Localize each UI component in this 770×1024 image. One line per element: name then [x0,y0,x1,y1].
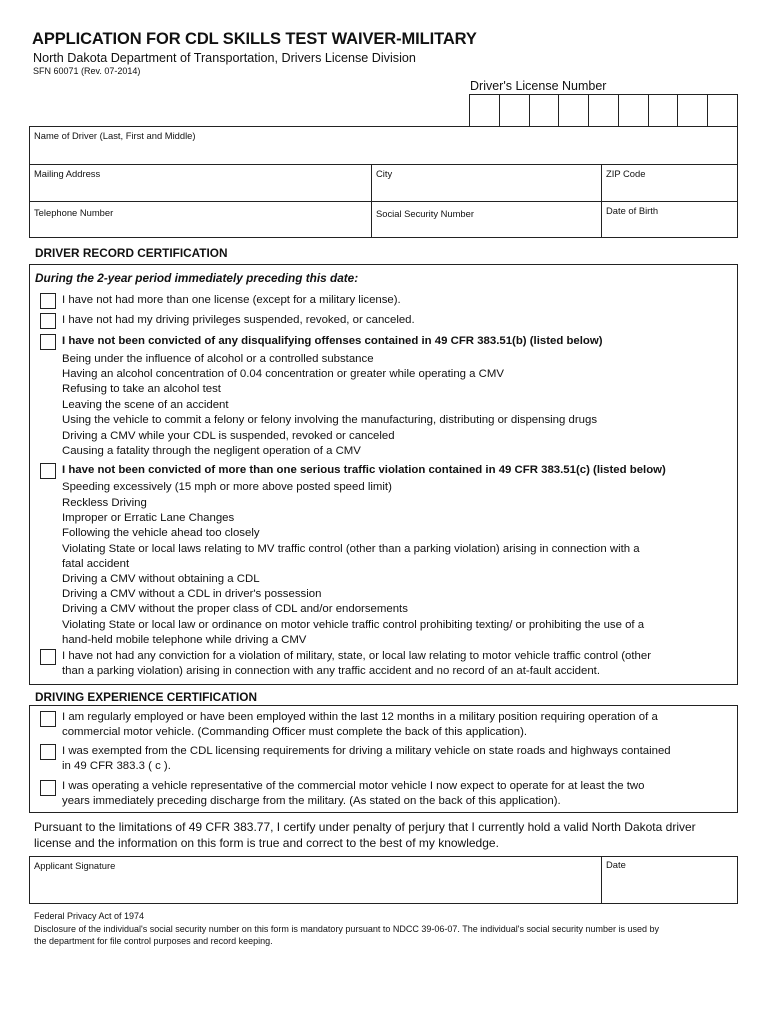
certification-text: Pursuant to the limitations of 49 CFR 383.77, I certify under penalty of perjury that I currently hold a valid North Dakota driver [34,820,696,834]
offense-item: Using the vehicle to commit a felony or felony involving the manufacturing, distributing or dispensing drugs [62,414,598,426]
violation-item: Driving a CMV without the proper class of CDL and/or endorsements [62,603,408,615]
form-number: SFN 60071 (Rev. 07-2014) [33,66,141,76]
violation-item: Violating State or local laws relating to MV traffic control (other than a parking violation) arising in connection with a [62,543,640,555]
dl-digit-box[interactable] [649,95,679,127]
no-accident-conviction-text: I have not had any conviction for a violation of military, state, or local law relating to motor vehicle traffic control (other [62,650,652,662]
no-disqualifying-checkbox[interactable] [40,334,56,350]
period-text: During the 2-year period immediately preceding this date: [35,271,359,285]
dl-digit-box[interactable] [619,95,649,127]
mailing-address-label: Mailing Address [34,168,101,179]
form-title: APPLICATION FOR CDL SKILLS TEST WAIVER-MILITARY [32,30,477,48]
certification-text-2: license and the information on this form is true and correct to the best of my knowledge. [34,836,499,850]
no-accident-conviction-checkbox[interactable] [40,649,56,665]
offense-item: Being under the influence of alcohol or a controlled substance [62,353,374,365]
address-row [30,165,737,202]
violation-item: fatal accident [62,558,130,570]
phone-field[interactable] [30,202,371,238]
dob-field[interactable] [601,202,738,238]
city-field[interactable] [371,165,601,201]
dl-digit-box[interactable] [559,95,589,127]
dl-number-label: Driver's License Number [470,79,607,93]
privacy-text: Disclosure of the individual's social security number on this form is mandatory pursuant to NDCC 39-06-07. The individual's social security number is used by [34,924,660,934]
violation-item: Driving a CMV without obtaining a CDL [62,573,260,585]
department-name: North Dakota Department of Transportation, Drivers License Division [33,51,416,65]
one-license-checkbox[interactable] [40,293,56,309]
military-employment-text-2: commercial motor vehicle. (Commanding Officer must complete the back of this application). [62,726,528,738]
driver-info-box [29,126,738,238]
representative-vehicle-text-2: years immediately preceding discharge from the military. (As stated on the back of this application). [62,795,561,807]
ssn-field[interactable] [371,202,601,238]
violation-item: hand-held mobile telephone while driving a CMV [62,634,307,646]
dl-digit-box[interactable] [500,95,530,127]
dl-digit-box[interactable] [530,95,560,127]
dl-digit-box[interactable] [589,95,619,127]
offense-item: Refusing to take an alcohol test [62,383,221,395]
dl-digit-box[interactable] [708,95,737,127]
name-row [30,127,737,165]
dl-digit-box[interactable] [678,95,708,127]
dob-label: Date of Birth [606,205,659,216]
exempted-text-2: in 49 CFR 383.3 ( c ). [62,760,171,772]
offense-item: Leaving the scene of an accident [62,399,229,411]
driver-name-label: Name of Driver (Last, First and Middle) [34,130,196,141]
date-label: Date [606,859,626,870]
driving-experience-section [29,705,738,813]
city-label: City [376,168,393,179]
representative-vehicle-checkbox[interactable] [40,780,56,796]
phone-label: Telephone Number [34,207,114,218]
privacy-text-2: the department for file control purposes and record keeping. [34,936,273,946]
violation-item: Speeding excessively (15 mph or more above posted speed limit) [62,481,392,493]
not-suspended-text: I have not had my driving privileges suspended, revoked, or canceled. [62,314,415,326]
dl-digit-box[interactable] [470,95,500,127]
representative-vehicle-text: I was operating a vehicle representative of the commercial motor vehicle I now expect to operate for at least the two [62,780,645,792]
privacy-act-title: Federal Privacy Act of 1974 [34,911,145,921]
driver-record-section [29,264,738,685]
no-disqualifying-text: I have not been convicted of any disqualifying offenses contained in 49 CFR 383.51(b) (listed below) [62,335,603,347]
serious-violation-text: I have not been convicted of more than one serious traffic violation contained in 49 CFR 383.51(c) (listed below) [62,464,666,476]
ssn-label: Social Security Number [376,208,474,219]
violation-item: Driving a CMV without a CDL in driver's possession [62,588,322,600]
zip-label: ZIP Code [606,168,646,179]
military-employment-text: I am regularly employed or have been employed within the last 12 months in a military position requiring operation of a [62,711,658,723]
offense-item: Having an alcohol concentration of 0.04 concentration or greater while operating a CMV [62,368,504,380]
driving-experience-heading: DRIVING EXPERIENCE CERTIFICATION [35,690,257,704]
phone-row [30,202,737,238]
no-accident-conviction-text-2: than a parking violation) arising in connection with any traffic accident and no record of an at-fault accident. [62,665,600,677]
signature-field[interactable] [30,857,601,903]
date-field[interactable] [601,857,738,903]
one-license-text: I have not had more than one license (except for a military license). [62,294,401,306]
exempted-checkbox[interactable] [40,744,56,760]
dl-number-input[interactable] [469,94,738,127]
serious-violation-checkbox[interactable] [40,463,56,479]
not-suspended-checkbox[interactable] [40,313,56,329]
driver-name-field[interactable] [30,127,737,164]
signature-box [29,856,738,904]
violation-item: Reckless Driving [62,497,147,509]
violation-item: Improper or Erratic Lane Changes [62,512,235,524]
zip-field[interactable] [601,165,738,201]
offense-item: Causing a fatality through the negligent operation of a CMV [62,445,361,457]
military-employment-checkbox[interactable] [40,711,56,727]
violation-item: Following the vehicle ahead too closely [62,527,260,539]
mailing-address-field[interactable] [30,165,371,201]
violation-item: Violating State or local law or ordinance on motor vehicle traffic control prohibiting texting/ or prohibiting the use of a [62,619,645,631]
exempted-text: I was exempted from the CDL licensing requirements for driving a military vehicle on state roads and highways contained [62,745,671,757]
driver-record-heading: DRIVER RECORD CERTIFICATION [35,246,228,260]
offense-item: Driving a CMV while your CDL is suspended, revoked or canceled [62,430,395,442]
signature-label: Applicant Signature [34,860,116,871]
